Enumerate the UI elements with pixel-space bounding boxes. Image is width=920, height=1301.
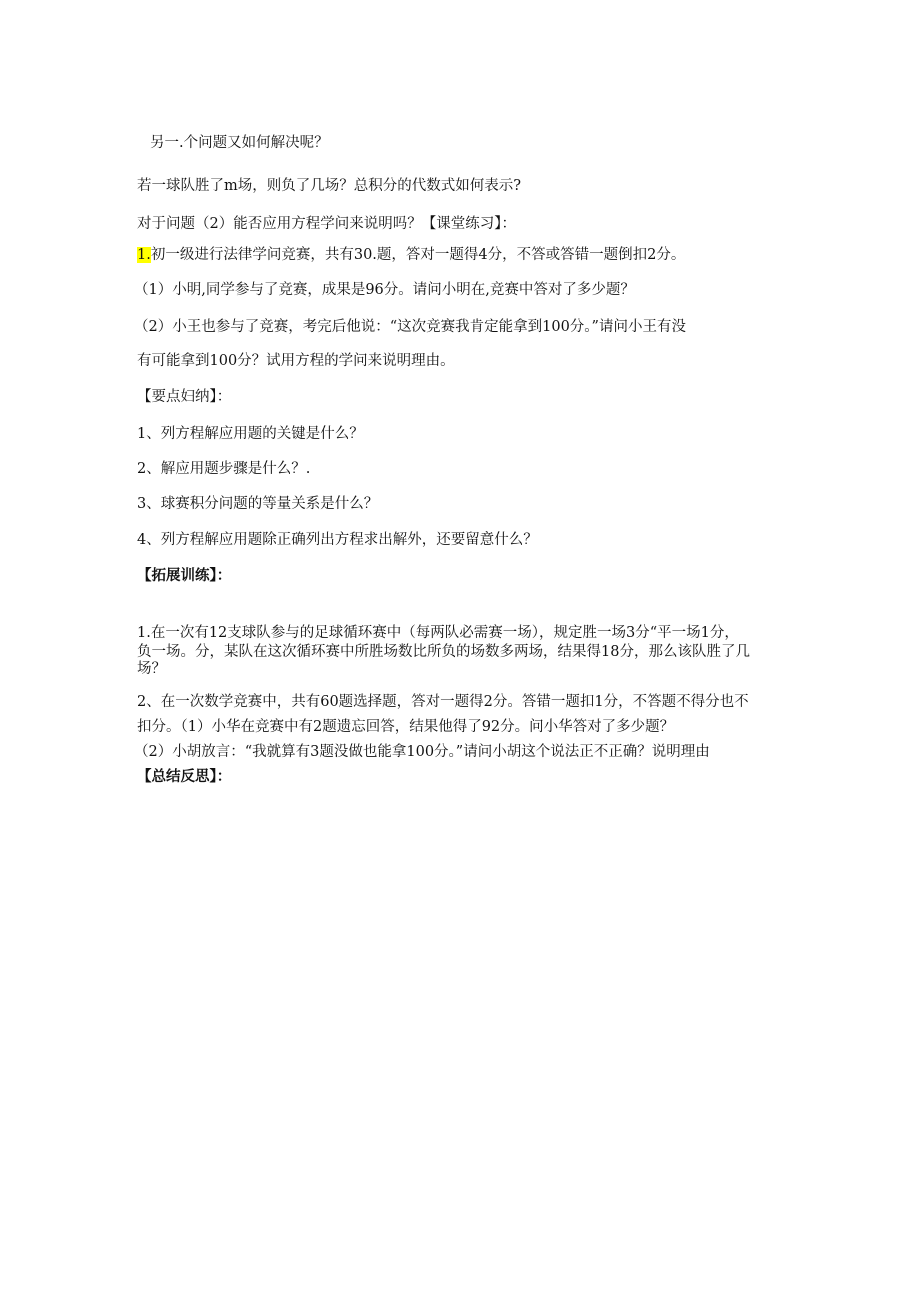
- key-point-4: 4、列方程解应用题除正确列出方程求出解外，还要留意什么？: [137, 532, 538, 548]
- key-point-2: 2、解应用题步骤是什么？.: [137, 461, 311, 477]
- extension-1-line-3: 场？: [137, 661, 166, 677]
- extension-heading: 【拓展训练】：: [137, 567, 232, 584]
- exercise-1-number: 1.: [137, 247, 151, 263]
- extension-2-line-2: 扣分。（1）小华在竞赛中有2题遗忘回答，结果他得了92分。问小华答对了多少题？: [137, 719, 675, 735]
- exercise-1-text: 初一级进行法律学问竞赛，共有30.题，答对一题得4分，不答或答错一题倒扣2分。: [150, 247, 686, 263]
- exercise-1-part-2-cont: 有可能拿到100分？试用方程的学问来说明理由。: [137, 353, 455, 369]
- key-point-1: 1、列方程解应用题的关键是什么？: [137, 426, 364, 442]
- exercise-1-part-1: （1）小明,同学参与了竞赛，成果是96分。请问小明在,竞赛中答对了多少题？: [134, 282, 635, 298]
- extension-2-line-3: （2）小胡放言：“我就算有3题没做也能拿100分。”请问小胡这个说法正不正确？说明理由: [134, 744, 710, 760]
- exercise-1: [137, 245, 685, 265]
- key-points-heading: 【要点妇纳】：: [137, 389, 232, 405]
- question-team-wins: 若一球队胜了m场，则负了几场？总积分的代数式如何表示?: [137, 178, 522, 194]
- extension-2-line-1: 2、在一次数学竞赛中，共有60题选择题，答对一题得2分。答错一题扣1分，不答题不得分也不: [137, 694, 749, 710]
- extension-1-line-2: 负一场。分，某队在这次循环赛中所胜场数比所负的场数多两场，结果得18分，那么该队胜了几: [137, 644, 750, 660]
- key-point-3: 3、球赛积分问题的等量关系是什么？: [137, 496, 379, 512]
- extension-1-line-1: 1.在一次有12支球队参与的足球循环赛中（每两队必需赛一场），规定胜一场3分“平一场1分，: [137, 625, 739, 641]
- question-another-problem: 另一.个问题又如何解决呢？: [150, 135, 329, 151]
- summary-heading: 【总结反思】：: [137, 768, 232, 785]
- question-equation-heading: 对于问题（2）能否应用方程学问来说明吗？【课堂练习】：: [137, 216, 516, 232]
- exercise-1-part-2: （2）小王也参与了竞赛，考完后他说：“这次竞赛我肯定能拿到100分。”请问小王有没: [134, 319, 686, 335]
